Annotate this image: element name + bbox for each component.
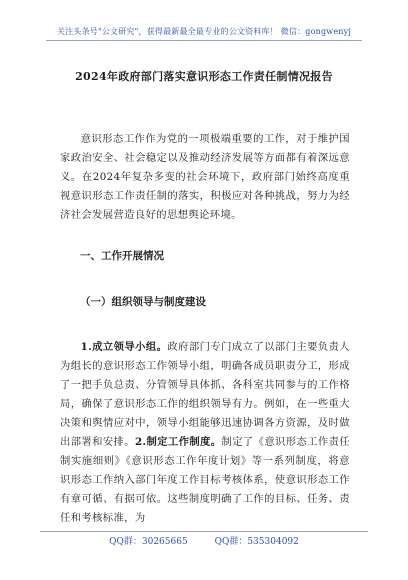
footer [40,534,368,547]
document-title: 2024年政府部门落实意识形态工作责任制情况报告 [75,70,333,83]
footer-qq-group-1: QQ群：30265665 [109,537,188,547]
subsection-heading: （一）组织领导与制度建设 [80,296,206,308]
footer-divider [40,531,368,532]
item1-lead: 1.成立领导小组。 [80,341,168,353]
header-divider [46,40,362,41]
section-heading: 一、工作开展情况 [80,250,164,262]
footer-qq-group-2: QQ群：535304092 [214,537,299,547]
intro-paragraph: 意识形态工作作为党的一项极端重要的工作，对于维护国家政治安全、社会稳定以及推动经济发展等方面都有着深远意义。在2024年复杂多变的社会环境下，政府部门始终高度重视意识形态工作责任制的落实，积极应对各种挑战，努力为经济社会发展营造良好的思想舆论环境。 [60,133,350,221]
item2-text: 制定了《意识形态工作责任制实施细则》《意识形态工作年度计划》等一系列制度，将意识形态工作纳入部门年度工作目标考核体系，使意识形态工作有章可循、有据可依。这些制度明确了工作的目标、任务、责任和考核标准，为 [60,436,350,524]
document-body [60,130,350,564]
item2-lead: 2.制定工作制度。 [134,436,222,448]
item1-text: 政府部门专门成立了以部门主要负责人为组长的意识形态工作领导小组，明确各成员职责分工，形成了一把手负总责、分管领导具体抓、各科室共同参与的工作格局，确保了意识形态工作的组织领导有力。例如，在一些重大决策和舆情应对中，领导小组能够迅速协调各方资源，及时做出部署和安排。 [60,341,350,448]
header-banner: 关注头条号"公文研究"，获得最新最全最专业的公文资料库！ 微信：gongwenyj [56,27,352,36]
